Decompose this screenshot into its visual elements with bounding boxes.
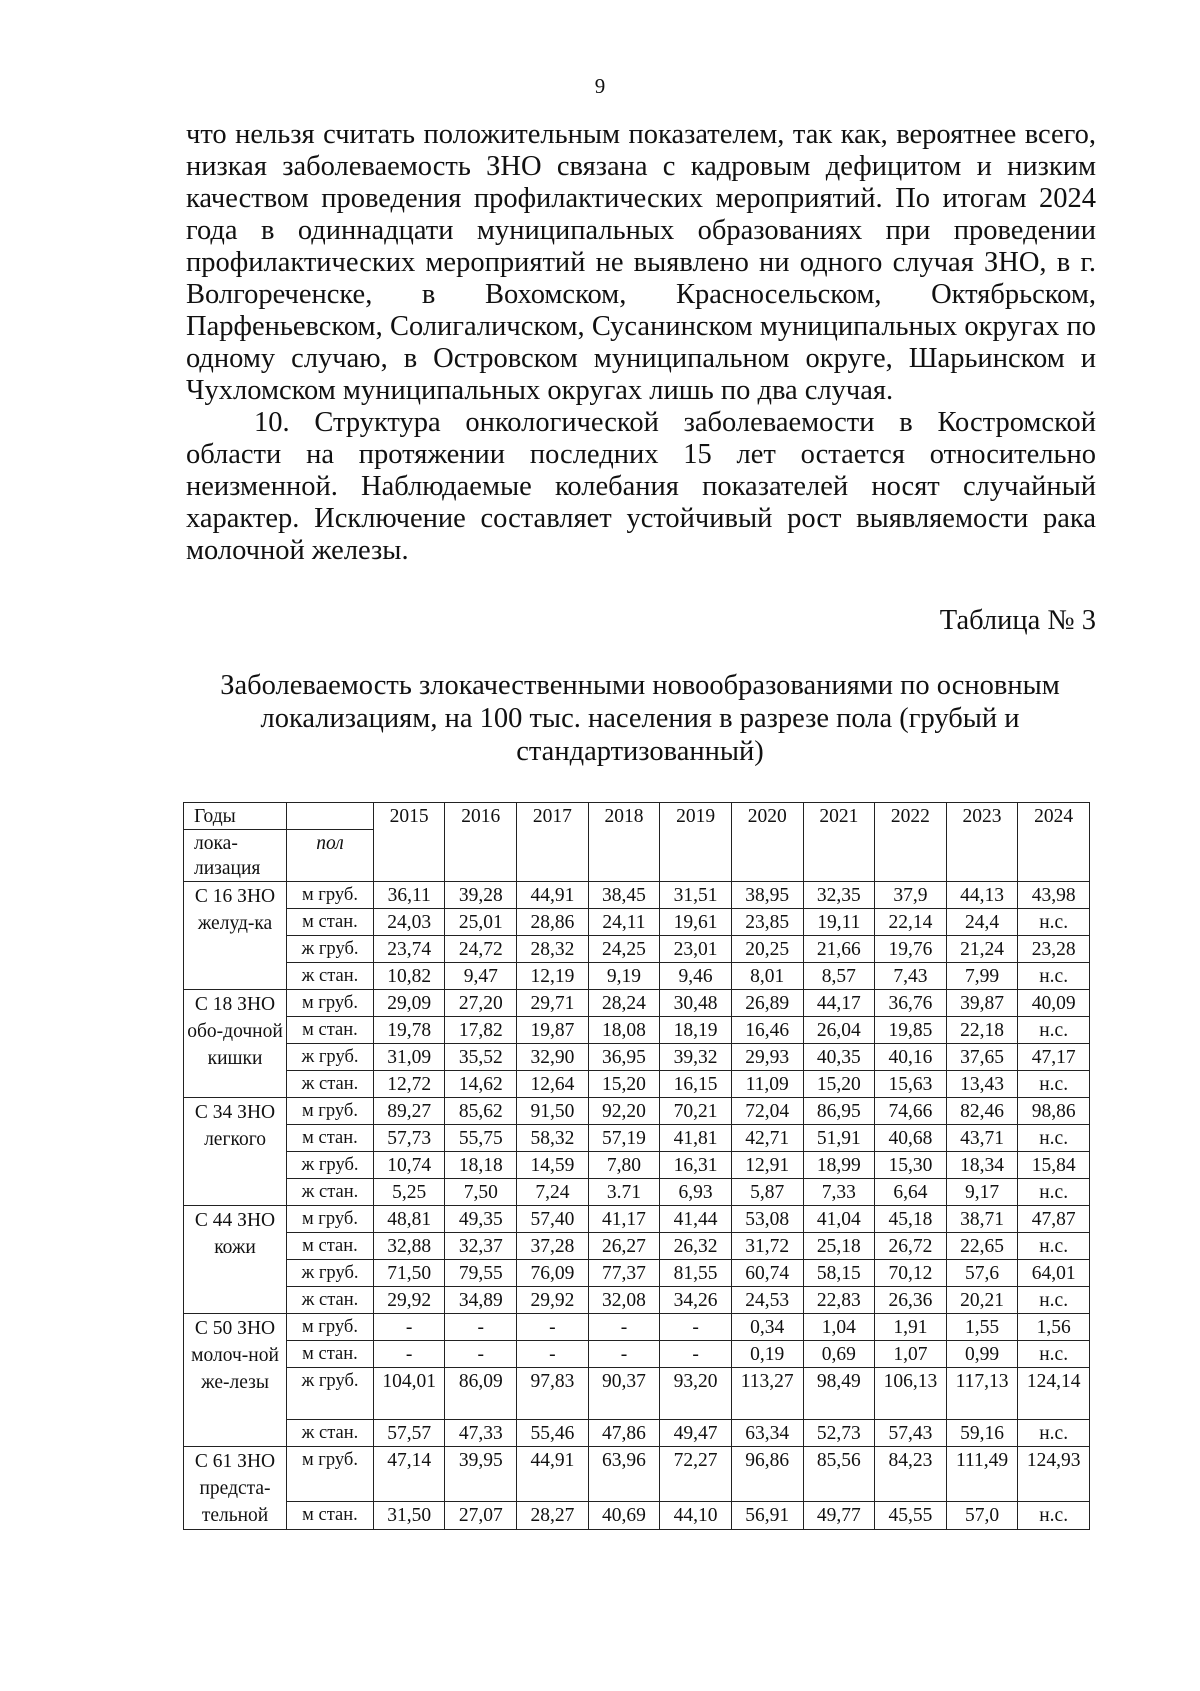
value-cell: 31,72 [731, 1233, 803, 1260]
value-cell: 13,43 [946, 1071, 1018, 1098]
value-cell: 41,44 [660, 1206, 732, 1233]
value-cell: - [517, 1341, 589, 1368]
value-cell: 26,36 [875, 1287, 947, 1314]
value-cell: н.с. [1018, 1017, 1090, 1044]
year-header: 2022 [875, 803, 947, 882]
value-cell: 26,32 [660, 1233, 732, 1260]
value-cell: 85,62 [445, 1098, 517, 1125]
value-cell: 49,47 [660, 1420, 732, 1447]
value-cell: 12,91 [731, 1152, 803, 1179]
value-cell: 8,01 [731, 963, 803, 990]
year-header: 2023 [946, 803, 1018, 882]
value-cell: 29,92 [373, 1287, 445, 1314]
table-row [184, 1152, 1090, 1179]
value-cell: 26,72 [875, 1233, 947, 1260]
value-cell: 44,91 [517, 882, 589, 909]
incidence-table [183, 802, 1090, 1530]
value-cell: 24,03 [373, 909, 445, 936]
table-row [184, 1206, 1090, 1233]
sex-cell: м груб. [287, 1098, 374, 1125]
value-cell: н.с. [1018, 1341, 1090, 1368]
value-cell: 23,74 [373, 936, 445, 963]
value-cell: 35,52 [445, 1044, 517, 1071]
value-cell: 19,76 [875, 936, 947, 963]
value-cell: 7,99 [946, 963, 1018, 990]
value-cell: 30,48 [660, 990, 732, 1017]
value-cell: 7,24 [517, 1179, 589, 1206]
value-cell: 36,76 [875, 990, 947, 1017]
value-cell: 37,28 [517, 1233, 589, 1260]
table-row [184, 1314, 1090, 1341]
value-cell: 20,25 [731, 936, 803, 963]
value-cell: 63,34 [731, 1420, 803, 1447]
paragraph: 10. Структура онкологической заболеваемости в Костромской области на протяжении последних 15 лет остается относительно неизменной. Наблюдаемые колебания показателей носят случайный характер. Исключение составляет устойчивый рост выявляемости рака молочной железы. [186, 407, 1096, 566]
value-cell: 1,56 [1018, 1314, 1090, 1341]
value-cell: 9,19 [588, 963, 660, 990]
value-cell: 52,73 [803, 1420, 875, 1447]
value-cell: 28,24 [588, 990, 660, 1017]
page-number: 9 [594, 74, 606, 98]
value-cell: 41,81 [660, 1125, 732, 1152]
value-cell: 70,12 [875, 1260, 947, 1287]
value-cell: 41,17 [588, 1206, 660, 1233]
sex-cell: м стан. [287, 1017, 374, 1044]
value-cell: 41,04 [803, 1206, 875, 1233]
value-cell: 71,50 [373, 1260, 445, 1287]
value-cell: 0,19 [731, 1341, 803, 1368]
table-row [184, 1341, 1090, 1368]
value-cell: 47,14 [373, 1447, 445, 1502]
value-cell: 44,10 [660, 1501, 732, 1529]
value-cell: 25,18 [803, 1233, 875, 1260]
value-cell: н.с. [1018, 1071, 1090, 1098]
value-cell: 15,30 [875, 1152, 947, 1179]
value-cell: 23,01 [660, 936, 732, 963]
value-cell: 98,86 [1018, 1098, 1090, 1125]
sex-cell: м стан. [287, 1233, 374, 1260]
value-cell: 45,55 [875, 1501, 947, 1529]
value-cell: н.с. [1018, 1125, 1090, 1152]
value-cell: 37,9 [875, 882, 947, 909]
value-cell: 57,6 [946, 1260, 1018, 1287]
sex-cell: м стан. [287, 909, 374, 936]
value-cell: 32,35 [803, 882, 875, 909]
value-cell: 7,50 [445, 1179, 517, 1206]
value-cell: 39,28 [445, 882, 517, 909]
value-cell: 22,65 [946, 1233, 1018, 1260]
value-cell: 47,87 [1018, 1206, 1090, 1233]
value-cell: 47,86 [588, 1420, 660, 1447]
value-cell: 31,51 [660, 882, 732, 909]
value-cell: 11,09 [731, 1071, 803, 1098]
header-row [184, 803, 1090, 830]
value-cell: 9,46 [660, 963, 732, 990]
value-cell: 24,72 [445, 936, 517, 963]
value-cell: 26,27 [588, 1233, 660, 1260]
sex-cell: м стан. [287, 1341, 374, 1368]
sex-cell: ж груб. [287, 1152, 374, 1179]
table-row [184, 1501, 1090, 1529]
value-cell: 48,81 [373, 1206, 445, 1233]
value-cell: 16,46 [731, 1017, 803, 1044]
value-cell: 18,99 [803, 1152, 875, 1179]
value-cell: 14,62 [445, 1071, 517, 1098]
value-cell: - [445, 1314, 517, 1341]
value-cell: 92,20 [588, 1098, 660, 1125]
value-cell: 85,56 [803, 1447, 875, 1502]
value-cell: 31,09 [373, 1044, 445, 1071]
value-cell: 113,27 [731, 1368, 803, 1420]
sex-cell: ж груб. [287, 936, 374, 963]
value-cell: 6,93 [660, 1179, 732, 1206]
value-cell: 24,11 [588, 909, 660, 936]
table-row [184, 1368, 1090, 1420]
value-cell: 19,11 [803, 909, 875, 936]
value-cell: 15,63 [875, 1071, 947, 1098]
value-cell: - [660, 1314, 732, 1341]
value-cell: 5,25 [373, 1179, 445, 1206]
year-header: 2018 [588, 803, 660, 882]
value-cell: 40,09 [1018, 990, 1090, 1017]
value-cell: - [517, 1314, 589, 1341]
value-cell: 124,14 [1018, 1368, 1090, 1420]
value-cell: 79,55 [445, 1260, 517, 1287]
value-cell: 57,0 [946, 1501, 1018, 1529]
table-row [184, 1071, 1090, 1098]
localization-cell: С 44 ЗНО кожи [184, 1206, 287, 1314]
table-row [184, 1098, 1090, 1125]
value-cell: 56,91 [731, 1501, 803, 1529]
value-cell: 18,08 [588, 1017, 660, 1044]
value-cell: 72,27 [660, 1447, 732, 1502]
value-cell: 29,93 [731, 1044, 803, 1071]
value-cell: 32,37 [445, 1233, 517, 1260]
value-cell: 45,18 [875, 1206, 947, 1233]
value-cell: 27,07 [445, 1501, 517, 1529]
value-cell: 117,13 [946, 1368, 1018, 1420]
table-row [184, 1233, 1090, 1260]
header-years-label: Годы [184, 803, 287, 830]
table-body [184, 803, 1090, 1530]
value-cell: 40,69 [588, 1501, 660, 1529]
value-cell: 0,99 [946, 1341, 1018, 1368]
value-cell: 32,08 [588, 1287, 660, 1314]
value-cell: - [588, 1314, 660, 1341]
value-cell: 47,17 [1018, 1044, 1090, 1071]
value-cell: 89,27 [373, 1098, 445, 1125]
value-cell: н.с. [1018, 1179, 1090, 1206]
value-cell: 57,40 [517, 1206, 589, 1233]
value-cell: 70,21 [660, 1098, 732, 1125]
value-cell: 58,32 [517, 1125, 589, 1152]
value-cell: 64,01 [1018, 1260, 1090, 1287]
value-cell: 59,16 [946, 1420, 1018, 1447]
value-cell: 1,55 [946, 1314, 1018, 1341]
year-header: 2015 [373, 803, 445, 882]
sex-cell: ж стан. [287, 963, 374, 990]
value-cell: 96,86 [731, 1447, 803, 1502]
value-cell: 40,68 [875, 1125, 947, 1152]
value-cell: 81,55 [660, 1260, 732, 1287]
year-header: 2021 [803, 803, 875, 882]
sex-cell: ж стан. [287, 1287, 374, 1314]
value-cell: 40,35 [803, 1044, 875, 1071]
table-row [184, 1260, 1090, 1287]
value-cell: 53,08 [731, 1206, 803, 1233]
value-cell: 1,04 [803, 1314, 875, 1341]
value-cell: 5,87 [731, 1179, 803, 1206]
sex-cell: м груб. [287, 990, 374, 1017]
value-cell: 10,74 [373, 1152, 445, 1179]
value-cell: 22,83 [803, 1287, 875, 1314]
value-cell: 43,98 [1018, 882, 1090, 909]
value-cell: 37,65 [946, 1044, 1018, 1071]
value-cell: 7,43 [875, 963, 947, 990]
value-cell: 0,69 [803, 1341, 875, 1368]
value-cell: 10,82 [373, 963, 445, 990]
value-cell: 12,64 [517, 1071, 589, 1098]
value-cell: н.с. [1018, 1233, 1090, 1260]
value-cell: 1,91 [875, 1314, 947, 1341]
value-cell: 7,80 [588, 1152, 660, 1179]
value-cell: 98,49 [803, 1368, 875, 1420]
value-cell: 34,26 [660, 1287, 732, 1314]
value-cell: 93,20 [660, 1368, 732, 1420]
value-cell: 24,53 [731, 1287, 803, 1314]
sex-cell: м стан. [287, 1501, 374, 1529]
sex-cell: ж груб. [287, 1044, 374, 1071]
value-cell: 86,09 [445, 1368, 517, 1420]
value-cell: 106,13 [875, 1368, 947, 1420]
value-cell: 57,57 [373, 1420, 445, 1447]
sex-cell: ж стан. [287, 1420, 374, 1447]
value-cell: 57,43 [875, 1420, 947, 1447]
value-cell: 19,87 [517, 1017, 589, 1044]
year-header: 2024 [1018, 803, 1090, 882]
value-cell: 44,91 [517, 1447, 589, 1502]
localization-cell: С 50 ЗНО молоч-ной же-лезы [184, 1314, 287, 1447]
value-cell: 57,19 [588, 1125, 660, 1152]
value-cell: 27,20 [445, 990, 517, 1017]
value-cell: - [660, 1341, 732, 1368]
value-cell: 84,23 [875, 1447, 947, 1502]
value-cell: 44,13 [946, 882, 1018, 909]
table-row [184, 1179, 1090, 1206]
value-cell: 23,28 [1018, 936, 1090, 963]
table-label: Таблица № 3 [939, 605, 1096, 636]
value-cell: 29,92 [517, 1287, 589, 1314]
value-cell: 36,11 [373, 882, 445, 909]
value-cell: 111,49 [946, 1447, 1018, 1502]
value-cell: 58,15 [803, 1260, 875, 1287]
table-row [184, 936, 1090, 963]
sex-cell: ж стан. [287, 1179, 374, 1206]
value-cell: 40,16 [875, 1044, 947, 1071]
value-cell: 77,37 [588, 1260, 660, 1287]
table-row [184, 1287, 1090, 1314]
value-cell: 76,09 [517, 1260, 589, 1287]
sex-cell: м груб. [287, 1447, 374, 1502]
value-cell: 16,31 [660, 1152, 732, 1179]
value-cell: 38,71 [946, 1206, 1018, 1233]
value-cell: 32,88 [373, 1233, 445, 1260]
year-header: 2017 [517, 803, 589, 882]
value-cell: 3.71 [588, 1179, 660, 1206]
table-row [184, 1447, 1090, 1502]
value-cell: 9,47 [445, 963, 517, 990]
value-cell: 55,75 [445, 1125, 517, 1152]
value-cell: 19,85 [875, 1017, 947, 1044]
value-cell: 49,77 [803, 1501, 875, 1529]
value-cell: 12,72 [373, 1071, 445, 1098]
header-blank-cell [287, 803, 374, 830]
value-cell: 104,01 [373, 1368, 445, 1420]
value-cell: н.с. [1018, 963, 1090, 990]
value-cell: - [373, 1314, 445, 1341]
value-cell: 15,84 [1018, 1152, 1090, 1179]
value-cell: 42,71 [731, 1125, 803, 1152]
value-cell: 26,89 [731, 990, 803, 1017]
value-cell: 82,46 [946, 1098, 1018, 1125]
value-cell: 8,57 [803, 963, 875, 990]
value-cell: 124,93 [1018, 1447, 1090, 1502]
value-cell: 21,66 [803, 936, 875, 963]
value-cell: 86,95 [803, 1098, 875, 1125]
value-cell: 28,86 [517, 909, 589, 936]
value-cell: 36,95 [588, 1044, 660, 1071]
value-cell: н.с. [1018, 1501, 1090, 1529]
value-cell: 20,21 [946, 1287, 1018, 1314]
sex-cell: м груб. [287, 882, 374, 909]
value-cell: 14,59 [517, 1152, 589, 1179]
value-cell: 43,71 [946, 1125, 1018, 1152]
value-cell: н.с. [1018, 1287, 1090, 1314]
value-cell: 28,32 [517, 936, 589, 963]
value-cell: 0,34 [731, 1314, 803, 1341]
value-cell: 38,45 [588, 882, 660, 909]
body-text [186, 119, 1096, 567]
value-cell: 55,46 [517, 1420, 589, 1447]
value-cell: 39,32 [660, 1044, 732, 1071]
value-cell: 29,71 [517, 990, 589, 1017]
value-cell: н.с. [1018, 1420, 1090, 1447]
table-row [184, 990, 1090, 1017]
localization-cell: С 61 ЗНО предста-тельной [184, 1447, 287, 1530]
sex-cell: ж груб. [287, 1260, 374, 1287]
value-cell: 32,90 [517, 1044, 589, 1071]
value-cell: 6,64 [875, 1179, 947, 1206]
value-cell: 39,95 [445, 1447, 517, 1502]
value-cell: 34,89 [445, 1287, 517, 1314]
value-cell: 51,91 [803, 1125, 875, 1152]
value-cell: 91,50 [517, 1098, 589, 1125]
value-cell: 44,17 [803, 990, 875, 1017]
value-cell: 18,34 [946, 1152, 1018, 1179]
value-cell: 17,82 [445, 1017, 517, 1044]
value-cell: 24,4 [946, 909, 1018, 936]
value-cell: 18,19 [660, 1017, 732, 1044]
value-cell: 15,20 [588, 1071, 660, 1098]
value-cell: 19,78 [373, 1017, 445, 1044]
sex-cell: м груб. [287, 1314, 374, 1341]
value-cell: 31,50 [373, 1501, 445, 1529]
value-cell: 29,09 [373, 990, 445, 1017]
paragraph: что нельзя считать положительным показателем, так как, вероятнее всего, низкая заболеваемость ЗНО связана с кадровым дефицитом и низким качеством проведения профилактических мероприятий. По итогам 2024 года в одиннадцати муниципальных образованиях при проведении профилактических мероприятий не выявлено ни одного случая ЗНО, в г. Волгореченске, в Вохомском, Красносельском, Октябрьском, Парфеньевском, Солигаличском, Сусанинском муниципальных округах по одному случаю, в Островском муниципальном округе, Шарьинском и Чухломском муниципальных округах лишь по два случая. [186, 119, 1096, 406]
table-row [184, 909, 1090, 936]
value-cell: 22,18 [946, 1017, 1018, 1044]
year-header: 2020 [731, 803, 803, 882]
value-cell: 9,17 [946, 1179, 1018, 1206]
value-cell: 22,14 [875, 909, 947, 936]
value-cell: - [588, 1341, 660, 1368]
table-row [184, 1125, 1090, 1152]
value-cell: 25,01 [445, 909, 517, 936]
value-cell: 74,66 [875, 1098, 947, 1125]
table-row [184, 1017, 1090, 1044]
value-cell: 18,18 [445, 1152, 517, 1179]
localization-cell: С 18 ЗНО обо-дочной кишки [184, 990, 287, 1098]
localization-cell: С 34 ЗНО легкого [184, 1098, 287, 1206]
value-cell: 15,20 [803, 1071, 875, 1098]
sex-cell: м стан. [287, 1125, 374, 1152]
table-row [184, 963, 1090, 990]
year-header: 2016 [445, 803, 517, 882]
value-cell: 16,15 [660, 1071, 732, 1098]
value-cell: 38,95 [731, 882, 803, 909]
year-header: 2019 [660, 803, 732, 882]
value-cell: - [445, 1341, 517, 1368]
localization-cell: С 16 ЗНО желуд-ка [184, 882, 287, 990]
table-title: Заболеваемость злокачественными новообразованиями по основным локализациям, на 100 тыс. населения в разрезе пола (грубый и стандартизованный) [220, 670, 1060, 767]
value-cell: 47,33 [445, 1420, 517, 1447]
value-cell: 60,74 [731, 1260, 803, 1287]
sex-cell: ж стан. [287, 1071, 374, 1098]
value-cell: 12,19 [517, 963, 589, 990]
value-cell: 23,85 [731, 909, 803, 936]
value-cell: 97,83 [517, 1368, 589, 1420]
value-cell: 19,61 [660, 909, 732, 936]
value-cell: 28,27 [517, 1501, 589, 1529]
value-cell: 90,37 [588, 1368, 660, 1420]
value-cell: 57,73 [373, 1125, 445, 1152]
value-cell: 39,87 [946, 990, 1018, 1017]
header-sex-label: пол [287, 830, 374, 882]
value-cell: 63,96 [588, 1447, 660, 1502]
table-row [184, 882, 1090, 909]
value-cell: 21,24 [946, 936, 1018, 963]
value-cell: 26,04 [803, 1017, 875, 1044]
sex-cell: м груб. [287, 1206, 374, 1233]
value-cell: 7,33 [803, 1179, 875, 1206]
value-cell: 49,35 [445, 1206, 517, 1233]
sex-cell: ж груб. [287, 1368, 374, 1420]
table-row [184, 1044, 1090, 1071]
table-row [184, 1420, 1090, 1447]
value-cell: н.с. [1018, 909, 1090, 936]
value-cell: 72,04 [731, 1098, 803, 1125]
value-cell: - [373, 1341, 445, 1368]
value-cell: 1,07 [875, 1341, 947, 1368]
value-cell: 24,25 [588, 936, 660, 963]
header-localization-label: лока-лизация [184, 830, 287, 882]
